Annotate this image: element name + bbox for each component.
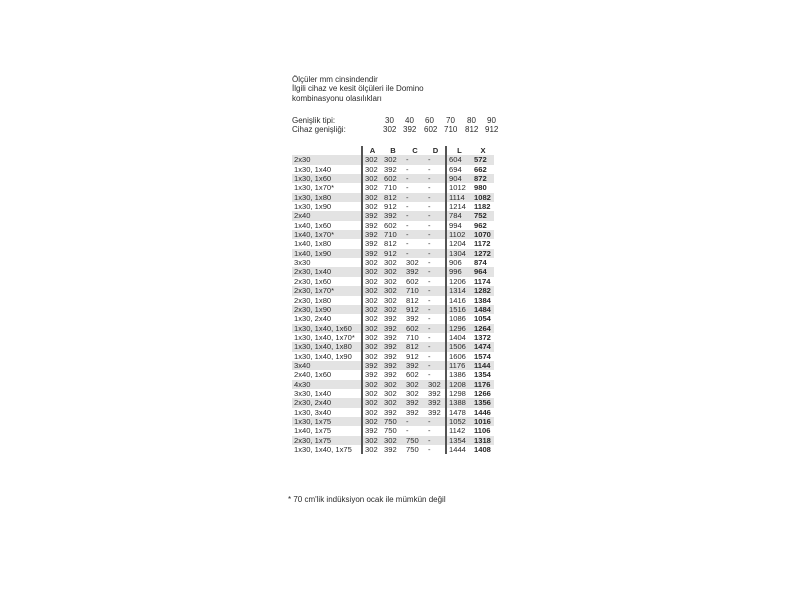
cell-c: 392 bbox=[404, 267, 426, 276]
table-row bbox=[292, 370, 494, 379]
cell-a: 392 bbox=[362, 426, 382, 435]
table-row bbox=[292, 296, 494, 305]
cell-b: 392 bbox=[384, 332, 397, 342]
cell-c: - bbox=[406, 164, 409, 174]
table-row bbox=[292, 417, 494, 426]
cell-combination: 2x40, 1x60 bbox=[294, 370, 332, 380]
device-width-value: 392 bbox=[403, 125, 417, 134]
table-row bbox=[292, 333, 494, 342]
table-row bbox=[292, 258, 494, 267]
cell-combination: 1x30, 1x75 bbox=[292, 417, 362, 426]
cell-combination: 2x30, 1x40 bbox=[292, 267, 362, 276]
table-row bbox=[292, 314, 494, 323]
cell-b: 302 bbox=[384, 258, 397, 268]
cell-b: 302 bbox=[382, 155, 404, 164]
cell-c: 812 bbox=[406, 295, 419, 305]
cell-combination: 3x40 bbox=[292, 361, 362, 370]
cell-x: 964 bbox=[472, 267, 494, 276]
cell-combination: 3x30 bbox=[294, 258, 311, 268]
table-row bbox=[292, 342, 494, 351]
cell-x: 1384 bbox=[474, 295, 491, 305]
cell-x: 980 bbox=[474, 183, 487, 193]
cell-c: 392 bbox=[406, 314, 419, 324]
cell-a: 302 bbox=[362, 165, 382, 174]
table-row bbox=[292, 408, 494, 417]
table-row bbox=[292, 389, 494, 398]
cell-b: 392 bbox=[382, 361, 404, 370]
cell-c: - bbox=[404, 155, 426, 164]
cell-a: 302 bbox=[362, 408, 382, 417]
cell-a: 302 bbox=[362, 305, 382, 314]
cell-l: 1142 bbox=[449, 426, 466, 436]
cell-c: 602 bbox=[404, 324, 426, 333]
cell-combination: 1x30, 1x40, 1x75 bbox=[294, 445, 352, 454]
cell-b: 710 bbox=[384, 183, 397, 193]
cell-a: 392 bbox=[362, 230, 382, 239]
cell-x: 1054 bbox=[474, 314, 491, 324]
cell-d: 302 bbox=[426, 380, 446, 389]
cell-x: 1016 bbox=[472, 417, 494, 426]
cell-l: 1386 bbox=[449, 370, 466, 380]
cell-a: 302 bbox=[362, 258, 382, 267]
cell-x: 1082 bbox=[472, 193, 494, 202]
cell-x: 1356 bbox=[472, 398, 494, 407]
intro-line: İlgili cihaz ve kesit ölçüleri ile Domino bbox=[292, 84, 424, 94]
table-row bbox=[292, 230, 494, 239]
cell-d: - bbox=[426, 230, 446, 239]
cell-c: 302 bbox=[404, 380, 426, 389]
cell-c: - bbox=[404, 230, 426, 239]
cell-l: 1114 bbox=[446, 193, 472, 202]
cell-x: 1144 bbox=[472, 361, 494, 370]
cell-c: 710 bbox=[404, 286, 426, 295]
cell-combination: 1x30, 1x40, 1x80 bbox=[292, 342, 362, 351]
cell-combination: 1x40, 1x75 bbox=[294, 426, 332, 436]
cell-b: 302 bbox=[382, 305, 404, 314]
cell-l: 996 bbox=[446, 267, 472, 276]
table-row bbox=[292, 239, 494, 248]
cell-b: 392 bbox=[382, 324, 404, 333]
cell-d: - bbox=[426, 426, 446, 435]
table-row bbox=[292, 174, 494, 183]
table-row bbox=[292, 352, 494, 361]
column-header-x: X bbox=[480, 146, 486, 155]
table-row bbox=[292, 436, 494, 445]
cell-x: 1318 bbox=[472, 436, 494, 445]
cell-combination: 2x30, 1x60 bbox=[294, 276, 332, 286]
cell-b: 302 bbox=[382, 380, 404, 389]
cell-combination: 1x40, 1x90 bbox=[292, 249, 362, 258]
intro-text bbox=[292, 75, 424, 103]
cell-l: 994 bbox=[449, 220, 462, 230]
cell-l: 1506 bbox=[446, 342, 472, 351]
cell-l: 1204 bbox=[449, 239, 466, 249]
table-row bbox=[292, 305, 494, 314]
cell-a: 392 bbox=[362, 249, 382, 258]
cell-d: - bbox=[426, 296, 446, 305]
table-row bbox=[292, 249, 494, 258]
device-width-value: 812 bbox=[465, 125, 479, 134]
table-row bbox=[292, 277, 494, 286]
cell-b: 750 bbox=[384, 426, 397, 436]
cell-c: 750 bbox=[406, 445, 419, 454]
cell-l: 1404 bbox=[449, 332, 466, 342]
cell-x: 1574 bbox=[474, 351, 491, 361]
width-type-value: 90 bbox=[487, 116, 496, 125]
cell-d: 392 bbox=[426, 389, 446, 398]
cell-x: 572 bbox=[472, 155, 494, 164]
cell-d: - bbox=[426, 417, 446, 426]
cell-a: 302 bbox=[362, 445, 382, 454]
cell-x: 962 bbox=[474, 220, 487, 230]
cell-d: - bbox=[426, 352, 446, 361]
cell-l: 906 bbox=[449, 258, 462, 268]
cell-combination: 1x30, 1x40 bbox=[294, 164, 332, 174]
table-row bbox=[292, 426, 494, 435]
cell-x: 874 bbox=[474, 258, 487, 268]
cell-c: - bbox=[404, 249, 426, 258]
cell-combination: 2x30, 1x80 bbox=[294, 295, 332, 305]
cell-x: 1282 bbox=[472, 286, 494, 295]
width-type-value: 40 bbox=[405, 116, 414, 125]
cell-d: - bbox=[426, 155, 446, 164]
cell-l: 1416 bbox=[449, 295, 466, 305]
cell-l: 1086 bbox=[449, 314, 466, 324]
cell-b: 602 bbox=[384, 220, 397, 230]
combination-table bbox=[292, 146, 495, 454]
cell-c: 710 bbox=[406, 332, 419, 342]
cell-l: 1516 bbox=[446, 305, 472, 314]
table-row bbox=[292, 202, 494, 211]
cell-c: 392 bbox=[404, 398, 426, 407]
cell-c: 912 bbox=[406, 351, 419, 361]
cell-b: 302 bbox=[382, 267, 404, 276]
cell-c: - bbox=[404, 211, 426, 220]
cell-a: 302 bbox=[362, 155, 382, 164]
intro-line: Ölçüler mm cinsindendir bbox=[292, 75, 378, 84]
cell-b: 602 bbox=[382, 174, 404, 183]
width-type-value: 70 bbox=[446, 116, 455, 125]
cell-b: 302 bbox=[382, 436, 404, 445]
column-header-combination bbox=[292, 146, 362, 155]
cell-b: 912 bbox=[384, 202, 397, 212]
cell-d: - bbox=[426, 445, 446, 454]
cell-d: - bbox=[426, 436, 446, 445]
cell-l: 1444 bbox=[449, 445, 466, 454]
cell-a: 302 bbox=[362, 352, 382, 361]
cell-a: 302 bbox=[362, 333, 382, 342]
cell-a: 302 bbox=[362, 202, 382, 211]
cell-a: 302 bbox=[362, 389, 382, 398]
cell-a: 302 bbox=[362, 314, 382, 323]
cell-x: 1106 bbox=[474, 426, 491, 436]
table-row bbox=[292, 324, 494, 333]
cell-d: 392 bbox=[426, 408, 446, 417]
column-header-a: A bbox=[362, 146, 382, 155]
cell-x: 1266 bbox=[474, 388, 491, 398]
column-header-d: D bbox=[426, 146, 446, 155]
cell-b: 302 bbox=[384, 388, 397, 398]
cell-l: 1012 bbox=[449, 183, 466, 193]
cell-combination: 1x30, 1x60 bbox=[292, 174, 362, 183]
table-header-row bbox=[292, 146, 494, 155]
cell-l: 1208 bbox=[446, 380, 472, 389]
cell-b: 392 bbox=[384, 351, 397, 361]
cell-b: 750 bbox=[382, 417, 404, 426]
cell-a: 392 bbox=[362, 211, 382, 220]
cell-d: - bbox=[426, 333, 446, 342]
cell-l: 1206 bbox=[449, 276, 466, 286]
cell-b: 302 bbox=[382, 398, 404, 407]
cell-combination: 1x40, 1x60 bbox=[294, 220, 332, 230]
cell-d: - bbox=[426, 239, 446, 248]
cell-l: 1606 bbox=[449, 351, 466, 361]
device-width-value: 302 bbox=[383, 125, 397, 134]
cell-c: - bbox=[406, 239, 409, 249]
cell-a: 302 bbox=[362, 277, 382, 286]
cell-x: 1172 bbox=[474, 239, 491, 249]
cell-a: 302 bbox=[362, 342, 382, 351]
cell-x: 1446 bbox=[474, 407, 491, 417]
cell-d: - bbox=[426, 221, 446, 230]
cell-c: - bbox=[406, 202, 409, 212]
column-header-b: B bbox=[390, 146, 396, 155]
cell-l: 1102 bbox=[446, 230, 472, 239]
intro-line: kombinasyonu olasılıkları bbox=[292, 93, 382, 103]
cell-b: 302 bbox=[384, 276, 397, 286]
cell-combination: 2x30, 2x40 bbox=[292, 398, 362, 407]
cell-l: 904 bbox=[446, 174, 472, 183]
footnote: * 70 cm'lik indüksiyon ocak ile mümkün değil bbox=[288, 495, 446, 504]
width-type-value: 60 bbox=[425, 116, 434, 125]
cell-c: - bbox=[406, 183, 409, 193]
cell-b: 392 bbox=[384, 370, 397, 380]
cell-x: 872 bbox=[472, 174, 494, 183]
cell-b: 302 bbox=[382, 286, 404, 295]
cell-combination: 1x30, 1x80 bbox=[292, 193, 362, 202]
cell-b: 392 bbox=[384, 445, 397, 454]
cell-x: 1408 bbox=[474, 445, 491, 454]
device-width-value: 602 bbox=[424, 125, 438, 134]
cell-l: 1052 bbox=[446, 417, 472, 426]
cell-b: 392 bbox=[384, 164, 397, 174]
cell-l: 784 bbox=[446, 211, 472, 220]
cell-d: - bbox=[426, 174, 446, 183]
table-row bbox=[292, 193, 494, 202]
cell-a: 392 bbox=[362, 239, 382, 248]
table-row bbox=[292, 165, 494, 174]
cell-d: - bbox=[426, 258, 446, 267]
cell-combination: 2x30, 1x75 bbox=[292, 436, 362, 445]
cell-l: 1298 bbox=[449, 388, 466, 398]
cell-x: 1264 bbox=[472, 324, 494, 333]
table-row bbox=[292, 398, 494, 407]
cell-combination: 3x30, 1x40 bbox=[294, 388, 332, 398]
cell-d: - bbox=[426, 211, 446, 220]
cell-d: - bbox=[426, 165, 446, 174]
table-row bbox=[292, 183, 494, 192]
cell-d: - bbox=[426, 267, 446, 276]
cell-x: 1182 bbox=[474, 202, 491, 212]
cell-b: 912 bbox=[382, 249, 404, 258]
cell-a: 302 bbox=[362, 174, 382, 183]
cell-combination: 1x40, 1x80 bbox=[294, 239, 332, 249]
cell-combination: 2x30 bbox=[292, 155, 362, 164]
cell-d: - bbox=[426, 286, 446, 295]
cell-a: 392 bbox=[362, 361, 382, 370]
cell-combination: 1x30, 3x40 bbox=[294, 407, 332, 417]
cell-combination: 1x30, 1x40, 1x60 bbox=[292, 324, 362, 333]
cell-x: 1474 bbox=[472, 342, 494, 351]
cell-d: - bbox=[426, 193, 446, 202]
cell-b: 392 bbox=[384, 314, 397, 324]
cell-c: 392 bbox=[406, 407, 419, 417]
cell-l: 1304 bbox=[446, 249, 472, 258]
cell-c: 602 bbox=[406, 370, 419, 380]
cell-l: 694 bbox=[449, 164, 462, 174]
cell-d: - bbox=[426, 342, 446, 351]
cell-l: 1214 bbox=[449, 202, 466, 212]
width-type-value: 80 bbox=[467, 116, 476, 125]
cell-combination: 1x30, 2x40 bbox=[294, 314, 332, 324]
device-width-value: 912 bbox=[485, 125, 499, 134]
cell-a: 302 bbox=[362, 296, 382, 305]
cell-c: 602 bbox=[406, 276, 419, 286]
cell-d: 392 bbox=[426, 398, 446, 407]
cell-d: - bbox=[426, 314, 446, 323]
cell-a: 302 bbox=[362, 436, 382, 445]
cell-a: 302 bbox=[362, 286, 382, 295]
cell-d: - bbox=[426, 277, 446, 286]
table-row bbox=[292, 267, 494, 276]
cell-d: - bbox=[426, 361, 446, 370]
table-row bbox=[292, 445, 494, 454]
cell-combination: 2x40 bbox=[292, 211, 362, 220]
cell-b: 392 bbox=[384, 407, 397, 417]
cell-x: 1174 bbox=[474, 276, 491, 286]
cell-c: 812 bbox=[404, 342, 426, 351]
table-row bbox=[292, 221, 494, 230]
cell-d: - bbox=[426, 370, 446, 379]
cell-a: 392 bbox=[362, 370, 382, 379]
cell-x: 1272 bbox=[472, 249, 494, 258]
cell-c: - bbox=[406, 426, 409, 436]
cell-l: 604 bbox=[446, 155, 472, 164]
device-width-value: 710 bbox=[444, 125, 458, 134]
cell-l: 1478 bbox=[449, 407, 466, 417]
table-row bbox=[292, 211, 494, 220]
cell-combination: 1x40, 1x70* bbox=[292, 230, 362, 239]
cell-combination: 1x30, 1x40, 1x90 bbox=[294, 351, 352, 361]
cell-combination: 2x30, 1x90 bbox=[292, 305, 362, 314]
table-row bbox=[292, 380, 494, 389]
cell-a: 302 bbox=[362, 324, 382, 333]
cell-combination: 1x30, 1x40, 1x70* bbox=[294, 332, 355, 342]
cell-x: 1354 bbox=[474, 370, 491, 380]
column-header-c: C bbox=[412, 146, 418, 155]
cell-c: - bbox=[404, 193, 426, 202]
device-width-label: Cihaz genişliği: bbox=[292, 125, 346, 134]
cell-x: 1372 bbox=[474, 332, 491, 342]
cell-c: - bbox=[406, 220, 409, 230]
cell-a: 302 bbox=[362, 417, 382, 426]
cell-x: 1070 bbox=[472, 230, 494, 239]
cell-d: - bbox=[426, 249, 446, 258]
cell-c: - bbox=[404, 174, 426, 183]
cell-b: 812 bbox=[384, 239, 397, 249]
table-row bbox=[292, 361, 494, 370]
cell-combination: 1x30, 1x70* bbox=[294, 183, 335, 193]
cell-x: 752 bbox=[472, 211, 494, 220]
cell-c: 750 bbox=[404, 436, 426, 445]
cell-b: 812 bbox=[382, 193, 404, 202]
cell-x: 662 bbox=[474, 164, 487, 174]
cell-l: 1314 bbox=[446, 286, 472, 295]
cell-combination: 4x30 bbox=[292, 380, 362, 389]
width-type-value: 30 bbox=[385, 116, 394, 125]
table-row bbox=[292, 155, 494, 164]
cell-b: 302 bbox=[384, 295, 397, 305]
cell-c: 302 bbox=[406, 388, 419, 398]
cell-combination: 2x30, 1x70* bbox=[292, 286, 362, 295]
cell-x: 1176 bbox=[472, 380, 494, 389]
cell-a: 302 bbox=[362, 380, 382, 389]
width-type-label: Genişlik tipi: bbox=[292, 116, 336, 125]
cell-l: 1296 bbox=[446, 324, 472, 333]
cell-c: 392 bbox=[404, 361, 426, 370]
cell-d: - bbox=[426, 202, 446, 211]
column-header-l: L bbox=[457, 146, 462, 155]
cell-a: 302 bbox=[362, 267, 382, 276]
cell-d: - bbox=[426, 183, 446, 192]
cell-a: 392 bbox=[362, 221, 382, 230]
cell-c: 912 bbox=[404, 305, 426, 314]
cell-x: 1484 bbox=[472, 305, 494, 314]
cell-b: 392 bbox=[382, 211, 404, 220]
table-row bbox=[292, 286, 494, 295]
cell-d: - bbox=[426, 324, 446, 333]
cell-c: - bbox=[404, 417, 426, 426]
cell-d: - bbox=[426, 305, 446, 314]
cell-a: 302 bbox=[362, 183, 382, 192]
cell-l: 1176 bbox=[446, 361, 472, 370]
cell-b: 392 bbox=[382, 342, 404, 351]
cell-a: 302 bbox=[362, 398, 382, 407]
cell-l: 1354 bbox=[446, 436, 472, 445]
cell-a: 302 bbox=[362, 193, 382, 202]
cell-l: 1388 bbox=[446, 398, 472, 407]
cell-c: 302 bbox=[406, 258, 419, 268]
cell-combination: 1x30, 1x90 bbox=[294, 202, 332, 212]
cell-b: 710 bbox=[382, 230, 404, 239]
